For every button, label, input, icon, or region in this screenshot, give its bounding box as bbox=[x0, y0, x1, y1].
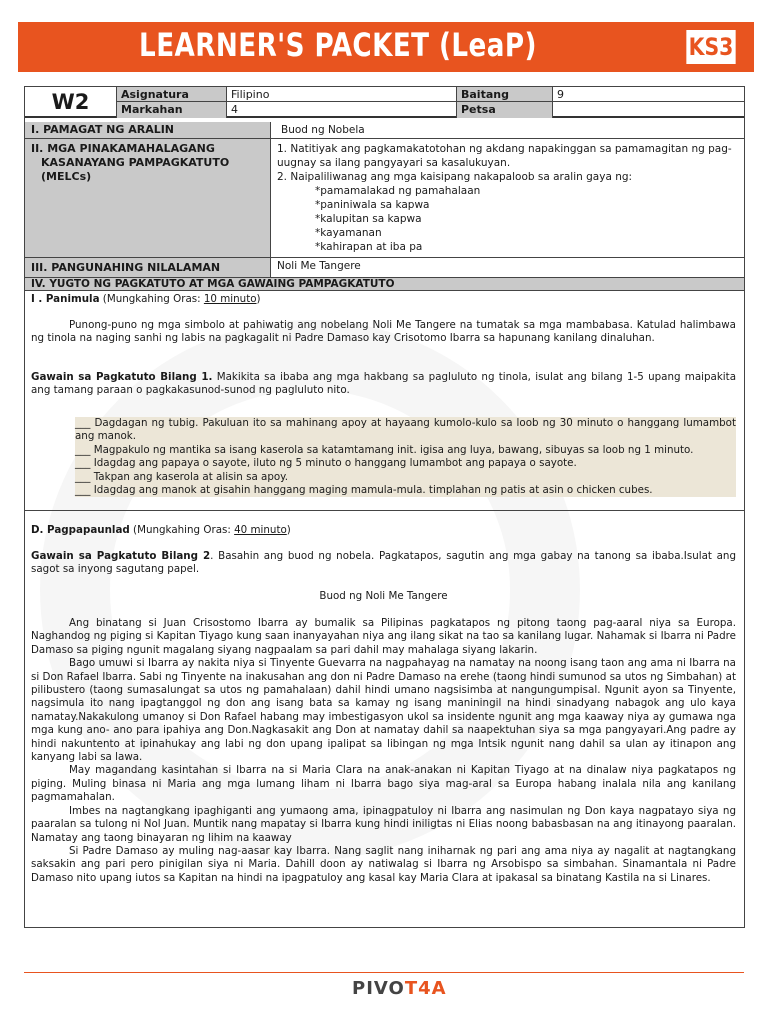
story-paragraph: Imbes na nagtangkang ipaghiganti ang yumaong ama, ipinagpatuloy ni Ibarra ang nasimulan ng Don kaya nagpatayo siya ng paaralan sa tulong ni Nol Juan. Muntik nang mapatay si Ibarra kung hindi iniligtas ni Elias noong babasbasan na ang itinayong paaralan. Namatay ang taong binayaran ng lihim na kaaway bbox=[31, 804, 736, 844]
story-body bbox=[31, 617, 736, 885]
lesson-sheet bbox=[24, 86, 745, 928]
markahan-value: 4 bbox=[227, 102, 457, 118]
story-paragraph: May magandang kasintahan si Ibarra na si Maria Clara na anak-anakan ni Kapitan Tiyago at na dinalaw niya pagkatapos ng piging. Muling binasa ni Maria ang mga lumang liham ni Ibarra bago siya mag-aral sa Europa habang inalala nila ang kanilang pagmamahalan. bbox=[31, 764, 736, 804]
melcs-label: II. MGA PINAKAMAHALAGANG KASANAYANG PAMPAGKATUTO (MELCs) bbox=[25, 139, 271, 257]
pagpapaunlad-section bbox=[25, 512, 744, 927]
petsa-label: Petsa bbox=[457, 102, 553, 118]
header-banner bbox=[18, 22, 754, 72]
nilalaman-value: Noli Me Tangere bbox=[277, 260, 361, 272]
asignatura-label: Asignatura bbox=[117, 87, 227, 102]
melc-sub-item: *kahirapan at iba pa bbox=[315, 241, 423, 253]
melc-sub-item: *kalupitan sa kapwa bbox=[315, 213, 422, 225]
story-paragraph: Si Padre Damaso ay muling nag-aasar kay Ibarra. Nang saglit nang iniharnak ng pari ang ama niya ay nagalit at nagtangkang saksakin ang pari pero pinigilan siya ni Maria. Dahill doon ay natiwalag si Ibarra ng Arsobispo sa simbahan. Sinamantala ni Padre Damaso nito upang iutos sa Kapitan na hindi na ipagpatuloy ang kasal kay Maria Clara at ipakasal sa binatang Kastila na si Linares. bbox=[31, 844, 736, 884]
pagpapaunlad-heading: D. Pagpapaunlad (Mungkahing Oras: 40 minuto) bbox=[31, 524, 291, 536]
step-item: ___ Magpakulo ng mantika sa isang kaserola sa katamtamang init. igisa ang luya, bawang, sibuyas sa loob ng 1 minuto. bbox=[75, 444, 736, 457]
baitang-label: Baitang bbox=[457, 87, 553, 102]
asignatura-value: Filipino bbox=[227, 87, 457, 102]
melc-sub-item: *pamamalakad ng pamahalaan bbox=[315, 185, 481, 197]
panimula-heading: I . Panimula (Mungkahing Oras: 10 minuto) bbox=[31, 293, 261, 305]
story-title: Buod ng Noli Me Tangere bbox=[319, 590, 448, 602]
panimula-section bbox=[25, 291, 744, 511]
nilalaman-label: III. PANGUNAHING NILALAMAN bbox=[25, 258, 271, 277]
melc-sub-item: *kayamanan bbox=[315, 227, 382, 239]
page-title: LEARNER'S PACKET (LeaP) bbox=[139, 26, 537, 64]
petsa-value bbox=[553, 102, 744, 118]
steps-list bbox=[75, 417, 736, 497]
gawain-1-instruction: Gawain sa Pagkatuto Bilang 1. Makikita sa ibaba ang mga hakbang sa pagluluto ng tinola, isulat ang bilang 1-5 upang maipakita ang tamang paraan o pagkakasunod-sunod ng pagluluto nito. bbox=[31, 371, 737, 397]
story-paragraph: Bago umuwi si Ibarra ay nakita niya si Tinyente Guevarra na nagpahayag na namatay na noong isang taon ang ama ni Ibarra na si Don Rafael Ibarra. Sabi ng Tinyente na inakusahan ang don ni Padre Damaso na erehe (taong hindi sumunod sa utos ng Simbahan) at pilibustero (taong sumasalungat sa utos ng pamahalaan) dahil hindi umano nagsisimba at nangungumpisal. Ngunit ayon sa Tinyente, nagsimula ito nang ipagtanggol ng don ang isang bata sa kamay ng isang maniningil na hindi sinadyang nabagok ang ulo kaya namatay.Nakakulong umanoy si Don Rafael habang may imbestigasyon ukol sa insidente ngunit ang mga kaaway niya ay gumawa nga mga kung ano- ano para ipahiya ang Don.Nagkasakit ang Don at namatay dahil sa naapektuhan siya sa mga pangyayari.Ang padre ay hindi nakuntento at ipinahukay ang labi ng don upang ipalipat sa libingan ng mga Intsik ngunit nang dahil sa ulan ay itinapon ang kanyang labi sa lawa. bbox=[31, 657, 736, 764]
info-header bbox=[25, 87, 744, 118]
pamagat-value: Buod ng Nobela bbox=[281, 124, 365, 136]
markahan-label: Markahan bbox=[117, 102, 227, 118]
melcs-content bbox=[271, 139, 744, 257]
baitang-value: 9 bbox=[553, 87, 744, 102]
step-item: ___ Dagdagan ng tubig. Pakuluan ito sa mahinang apoy at hayaang kumolo-kulo sa loob ng 30 minuto o hanggang lumambot ang manok. bbox=[75, 417, 736, 443]
melc-sub-item: *paniniwala sa kapwa bbox=[315, 199, 430, 211]
gawain-2-instruction: Gawain sa Pagkatuto Bilang 2. Basahin ang buod ng nobela. Pagkatapos, sagutin ang mga gabay na tanong sa ibaba.Isulat ang sagot sa inyong sagutang papel. bbox=[31, 550, 736, 576]
yugto-heading: IV. YUGTO NG PAGKATUTO AT MGA GAWAING PAMPAGKATUTO bbox=[25, 278, 744, 291]
step-item: ___ Idagdag ang papaya o sayote, iluto ng 5 minuto o hanggang lumambot ang papaya o sayote. bbox=[75, 457, 736, 470]
row-melcs bbox=[25, 139, 744, 258]
pivot-logo: PIVOT4A bbox=[352, 978, 447, 999]
row-pamagat bbox=[25, 122, 744, 139]
melc-item-2: 2. Naipaliliwanag ang mga kaisipang nakapaloob sa aralin gaya ng: bbox=[277, 171, 633, 183]
pamagat-label: I. PAMAGAT NG ARALIN bbox=[25, 122, 271, 138]
level-badge: KS3 bbox=[686, 30, 735, 64]
melc-item-1: 1. Natitiyak ang pagkamakatotohan ng akdang napakinggan sa pamamagitan ng pag-uugnay sa ilang pangyayari sa kasalukuyan. bbox=[277, 143, 732, 169]
story-paragraph: Ang binatang si Juan Crisostomo Ibarra ay bumalik sa Pilipinas pagkatapos ng pitong taong pag-aaral niya sa Europa. Naghandog ng piging si Kapitan Tiyago kung saan inanyayahan niya ang ilang sikat na tao sa kanilang lugar. Nahamak si Ibarra ni Padre Damaso sa piging ngunit magalang siyang nagpaalam sa pari dahil may mahalaga siyang lakarin. bbox=[31, 617, 736, 656]
row-nilalaman bbox=[25, 258, 744, 278]
footer-rule bbox=[24, 972, 744, 973]
step-item: ___ Idagdag ang manok at gisahin hanggang maging mamula-mula. timplahan ng patis at asin o chicken cubes. bbox=[75, 484, 736, 497]
panimula-intro: Punong-puno ng mga simbolo at pahiwatig ang nobelang Noli Me Tangere na tumatak sa mga mambabasa. Katulad halimbawa ng tinola na naging sanhi ng labis na pagkagalit ni Padre Damaso kay Crisotomo Ibarra sa hapunang kanilang dinaluhan. bbox=[31, 319, 736, 345]
step-item: ___ Takpan ang kaserola at alisin sa apoy. bbox=[75, 471, 736, 484]
week-label: W2 bbox=[25, 87, 117, 118]
melc-sub-list bbox=[277, 184, 738, 254]
